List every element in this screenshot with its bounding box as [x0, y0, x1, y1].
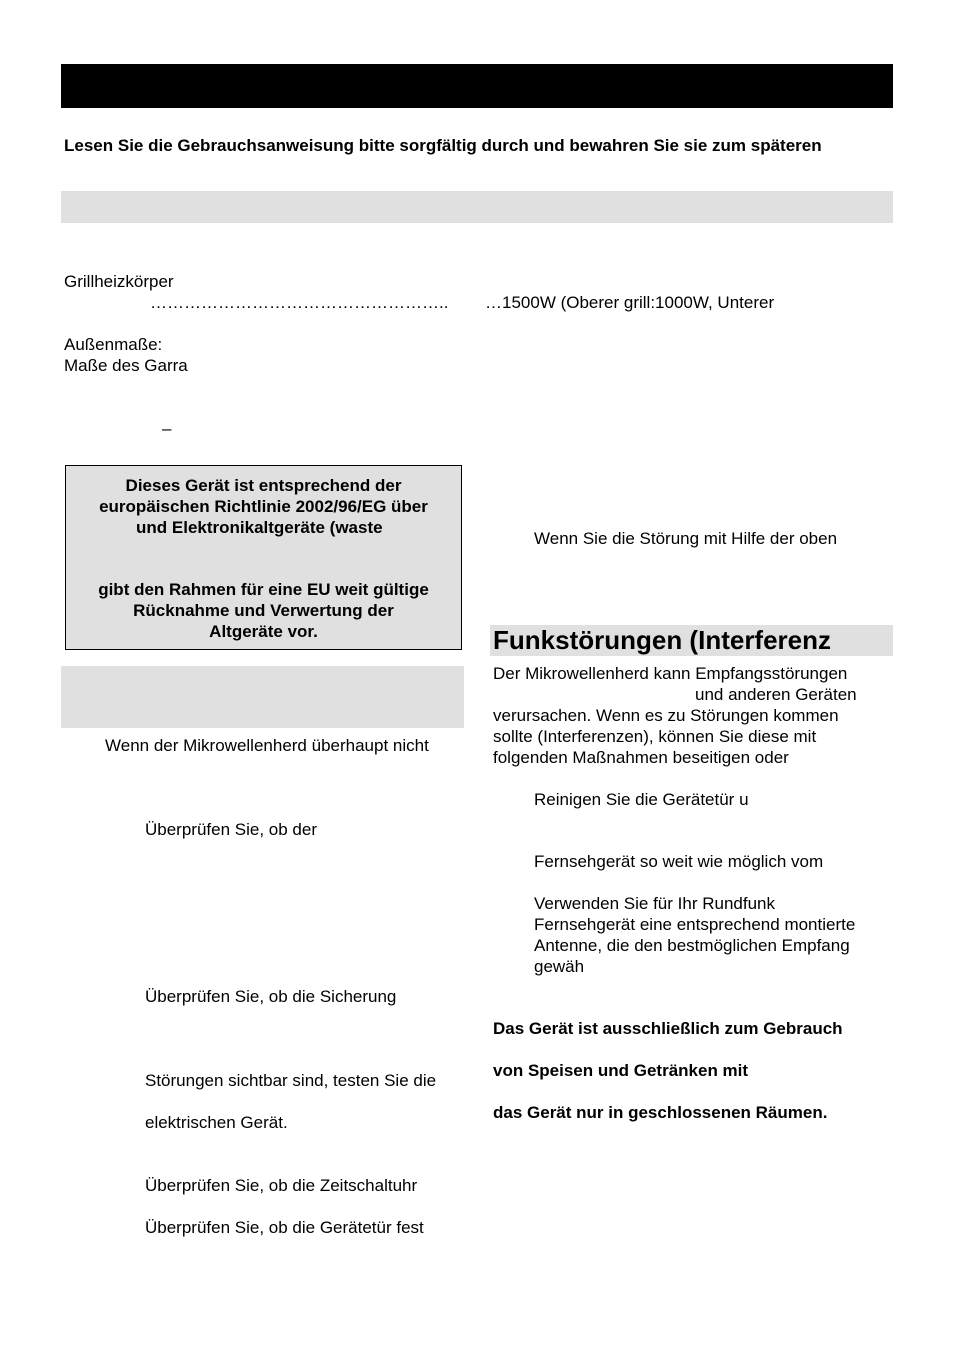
weee-line: Rücknahme und Verwertung der	[133, 601, 394, 620]
troubleshooting-item: Überprüfen Sie, ob die Zeitschaltuhr	[145, 1176, 418, 1195]
interference-paragraph-line: folgenden Maßnahmen beseitigen oder	[493, 748, 789, 767]
troubleshooting-item: Störungen sichtbar sind, testen Sie die	[145, 1071, 437, 1090]
spec-dash: –	[162, 419, 172, 438]
weee-notice-box	[65, 465, 462, 650]
usage-note-line: von Speisen und Getränken mit	[493, 1061, 749, 1080]
weee-line: gibt den Rahmen für eine EU weit gültige	[98, 580, 429, 599]
section-heading-bar	[61, 191, 893, 223]
weee-line: und Elektronikaltgeräte (waste	[136, 518, 383, 537]
interference-paragraph-line: Der Mikrowellenherd kann Empfangsstörungen	[493, 664, 848, 683]
interference-paragraph-line: sollte (Interferenzen), können Sie diese mit	[493, 727, 817, 746]
spec-grill-label: Grillheizkörper	[64, 272, 174, 291]
interference-measure: Reinigen Sie die Gerätetür u	[534, 790, 749, 809]
weee-line: Dieses Gerät ist entsprechend der	[125, 476, 402, 495]
interference-heading-text: Funkstörungen (Interferenz	[493, 625, 832, 655]
intro-text: Lesen Sie die Gebrauchsanweisung bitte sorgfältig durch und bewahren Sie sie zum späteren	[64, 136, 822, 155]
weee-line: europäischen Richtlinie 2002/96/EG über	[99, 497, 428, 516]
troubleshooting-item: Überprüfen Sie, ob der	[145, 820, 317, 839]
interference-measure: Verwenden Sie für Ihr Rundfunk	[534, 894, 775, 913]
weee-line: Altgeräte vor.	[209, 622, 318, 641]
troubleshooting-heading-bar	[61, 666, 464, 728]
usage-note-line: das Gerät nur in geschlossenen Räumen.	[493, 1103, 828, 1122]
troubleshooting-item: Überprüfen Sie, ob die Sicherung	[145, 987, 397, 1006]
interference-measure: gewäh	[534, 957, 585, 976]
troubleshooting-item: Überprüfen Sie, ob die Gerätetür fest	[145, 1218, 424, 1237]
troubleshooting-intro: Wenn der Mikrowellenherd überhaupt nicht	[105, 736, 429, 755]
troubleshooting-item: elektrischen Gerät.	[145, 1113, 288, 1132]
title-bar	[61, 64, 893, 108]
interference-heading	[490, 625, 893, 656]
usage-note-line: Das Gerät ist ausschließlich zum Gebrauch	[493, 1019, 843, 1038]
fault-note: Wenn Sie die Störung mit Hilfe der oben	[534, 529, 838, 548]
interference-measure: Fernsehgerät so weit wie möglich vom	[534, 852, 824, 871]
spec-cavity-dims-label: Maße des Garra	[64, 356, 188, 375]
interference-measure: Antenne, die den bestmöglichen Empfang	[534, 936, 850, 955]
interference-measure: Fernsehgerät eine entsprechend montierte	[534, 915, 856, 934]
interference-paragraph-line: und anderen Geräten	[695, 685, 857, 704]
spec-grill-value: …1500W (Oberer grill:1000W, Unterer	[485, 293, 775, 312]
spec-grill-dots: ……………………………………………..	[150, 293, 449, 312]
interference-paragraph-line: verursachen. Wenn es zu Störungen kommen	[493, 706, 839, 725]
spec-outer-dims-label: Außenmaße:	[64, 335, 163, 354]
